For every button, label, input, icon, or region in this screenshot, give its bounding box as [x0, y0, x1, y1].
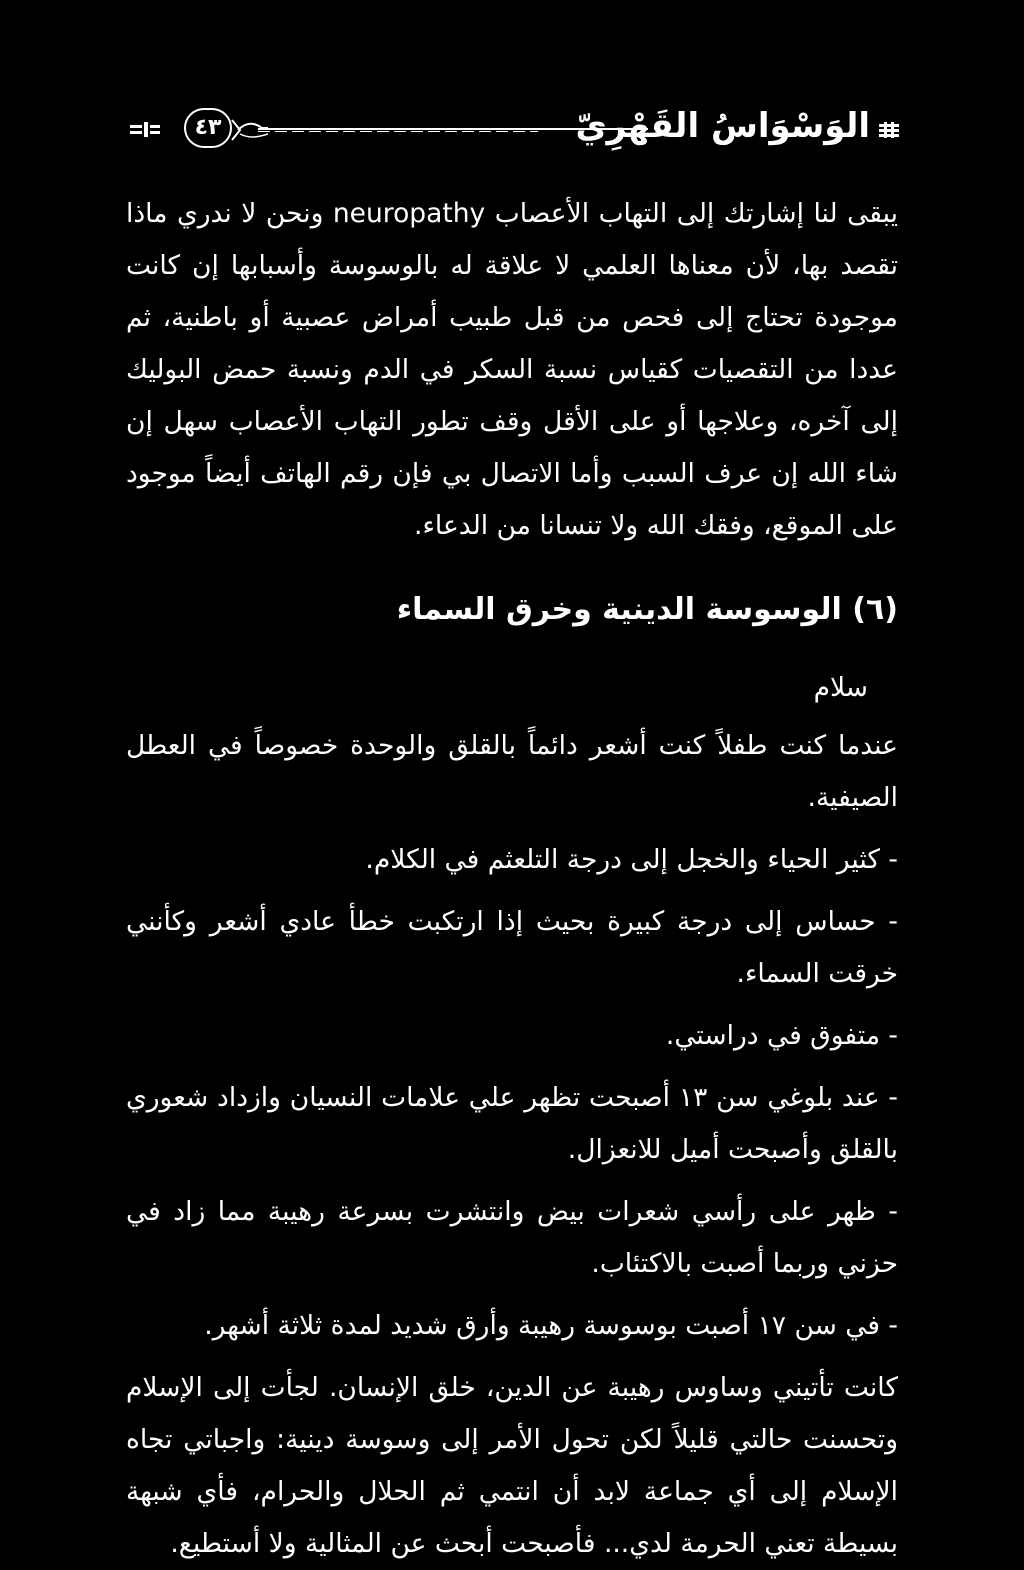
bullet-item: - حساس إلى درجة كبيرة بحيث إذا ارتكبت خطأ عادي أشعر وكأنني خرقت السماء.: [126, 906, 898, 989]
intro-paragraph: يبقى لنا إشارتك إلى التهاب الأعصاب neuropathy ونحن لا ندري ماذا تقصد بها، لأن معناها العلمي لا علاقة له بالوسوسة وأسبابها إن كانت موجودة تحتاج إلى فحص من قبل طبيب أمراض عصبية أو باطنية، ثم عددا من التقصيات كقياس نسبة السكر في الدم ونسبة حمض البوليك إلى آخره، وعلاجها أو على الأقل وقف تطور التهاب الأعصاب سهل إن شاء الله إن عرف السبب وأما الاتصال بي فإن رقم الهاتف أيضاً موجود على الموقع، وفقك الله ولا تنسانا من الدعاء.: [126, 198, 898, 541]
closing-paragraph: كانت تأتيني وساوس رهيبة عن الدين، خلق الإنسان. لجأت إلى الإسلام وتحسنت حالتي قليلاً لكن تحول الأمر إلى وسوسة دينية: واجباتي تجاه الإسلام إلى أي جماعة لابد أن انتمي ثم الحلال والحرام، فأي شبهة بسيطة تعني الحرمة لدي... فأصبحت أبحث عن المثالية ولا أستطيع.: [126, 1372, 898, 1559]
header-rule: [258, 125, 648, 133]
bullet-item: - في سن ١٧ أصبت بوسوسة رهيبة وأرق شديد لمدة ثلاثة أشهر.: [204, 1310, 898, 1341]
bullet-item: - ظهر على رأسي شعرات بيض وانتشرت بسرعة رهيبة مما زاد في حزني وربما أصبت بالاكتئاب.: [126, 1196, 898, 1279]
page-header: [128, 100, 900, 156]
header-ornament-icon: [878, 122, 900, 138]
salutation: سلام: [813, 672, 868, 703]
running-title: الوَسْوَاسُ القَهْرِيّ: [575, 106, 870, 146]
page-number: ٤٣: [184, 108, 232, 148]
bullet-item: - عند بلوغي سن ١٣ أصبحت تظهر علي علامات النسيان وازداد شعوري بالقلق وأصبحت أميل للانعزال.: [126, 1082, 898, 1165]
lead-paragraph: عندما كنت طفلاً كنت أشعر دائماً بالقلق والوحدة خصوصاً في العطل الصيفية.: [126, 730, 898, 813]
bullet-item: - كثير الحياء والخجل إلى درجة التلعثم في الكلام.: [365, 844, 898, 875]
section-heading: (٦) الوسوسة الدينية وخرق السماء: [396, 592, 898, 627]
page-body: [126, 188, 898, 1570]
bullet-item: - متفوق في دراستي.: [665, 1020, 898, 1051]
